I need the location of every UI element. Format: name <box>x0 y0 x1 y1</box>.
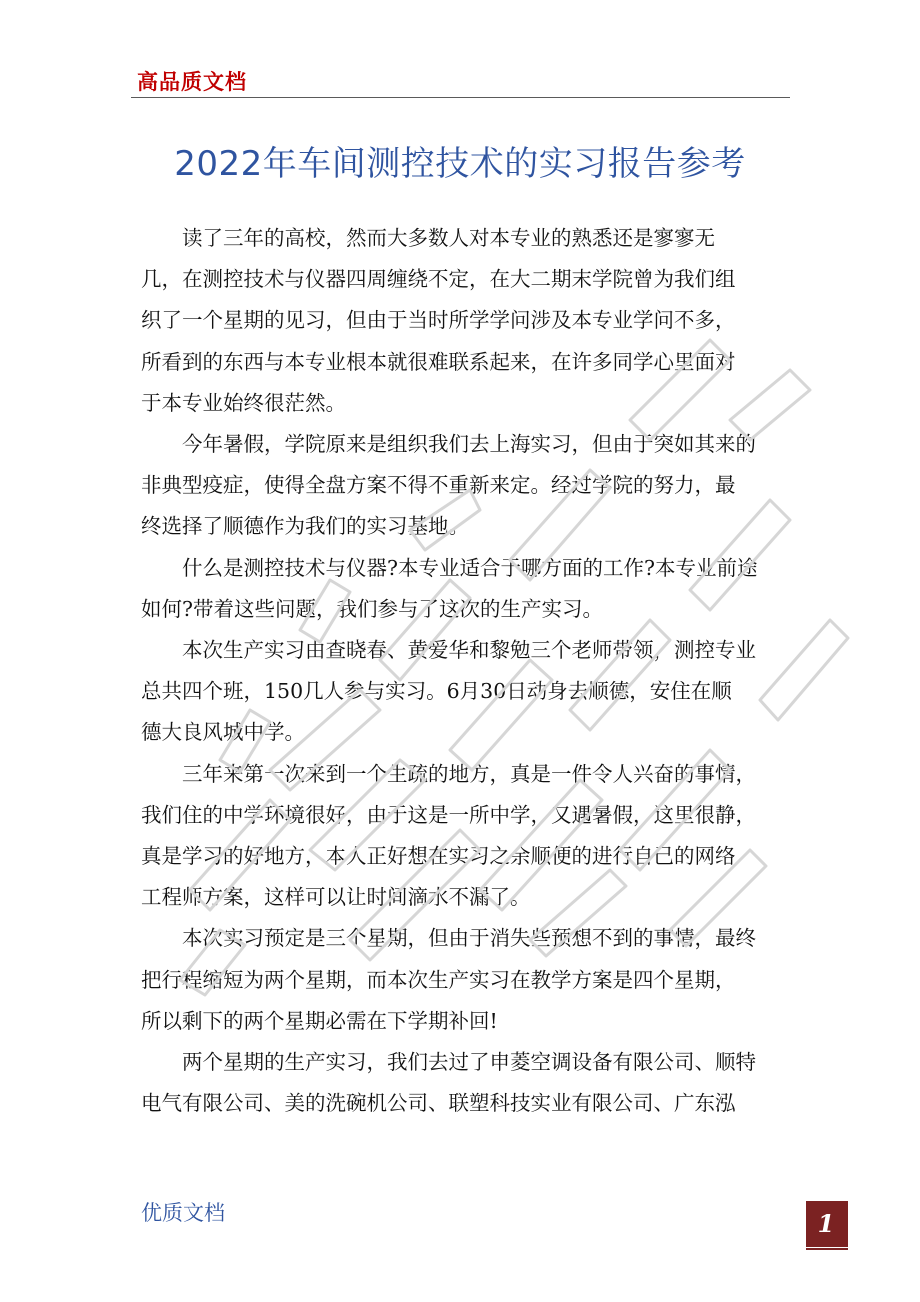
body-line: 工程师方案，这样可以让时间滴水不漏了。 <box>141 885 531 910</box>
body-line: 三年来第一次来到一个生疏的地方，真是一件令人兴奋的事情， <box>141 761 756 786</box>
body-line: 所以剩下的两个星期必需在下学期补回! <box>141 1008 498 1033</box>
body-line: 几，在测控技术与仪器四周缠绕不定，在大二期末学院曾为我们组 <box>141 267 736 292</box>
body-line: 德大良风城中学。 <box>141 720 305 745</box>
body-line: 本次实习预定是三个星期，但由于消失些预想不到的事情，最终 <box>141 926 756 951</box>
page-number-badge <box>806 1201 848 1247</box>
body-line: 读了三年的高校，然而大多数人对本专业的熟悉还是寥寥无 <box>141 226 715 250</box>
body-line: 两个星期的生产实习，我们去过了申菱空调设备有限公司、顺特 <box>141 1050 756 1075</box>
body-line: 非典型疫症，使得全盘方案不得不重新来定。经过学院的努力，最 <box>141 473 736 498</box>
body-line: 我们住的中学环境很好，由于这是一所中学，又遇暑假，这里很静， <box>141 802 756 827</box>
body-line: 什么是测控技术与仪器?本专业适合于哪方面的工作?本专业前途 <box>141 555 758 580</box>
body-line: 于本专业始终很茫然。 <box>141 390 346 415</box>
body-line: 如何?带着这些问题，我们参与了这次的生产实习。 <box>141 596 603 621</box>
body-line: 终选择了顺德作为我们的实习基地。 <box>141 514 469 539</box>
body-line: 所看到的东西与本专业根本就很难联系起来，在许多同学心里面对 <box>141 349 736 374</box>
body-line: 今年暑假，学院原来是组织我们去上海实习，但由于突如其来的 <box>141 432 756 457</box>
body-line: 织了一个星期的见习，但由于当时所学学问涉及本专业学问不多， <box>141 308 736 333</box>
document-title: 2022年车间测控技术的实习报告参考 <box>174 144 746 184</box>
body-line: 总共四个班，150几人参与实习。6月30日动身去顺德，安住在顺 <box>141 679 732 704</box>
page-number: 1 <box>817 1209 835 1238</box>
footer-label: 优质文档 <box>141 1201 225 1225</box>
body-line: 把行程缩短为两个星期，而本次生产实习在教学方案是四个星期， <box>141 967 736 992</box>
body-line: 电气有限公司、美的洗碗机公司、联塑科技实业有限公司、广东泓 <box>141 1091 736 1116</box>
page-badge-underline <box>806 1248 848 1250</box>
body-line: 本次生产实习由查晓春、黄爱华和黎勉三个老师带领，测控专业 <box>141 638 756 663</box>
header-divider <box>131 97 790 98</box>
document-body <box>141 218 791 1124</box>
header-label: 高品质文档 <box>137 70 247 94</box>
body-line: 真是学习的好地方，本人正好想在实习之余顺便的进行自己的网络 <box>141 844 736 869</box>
